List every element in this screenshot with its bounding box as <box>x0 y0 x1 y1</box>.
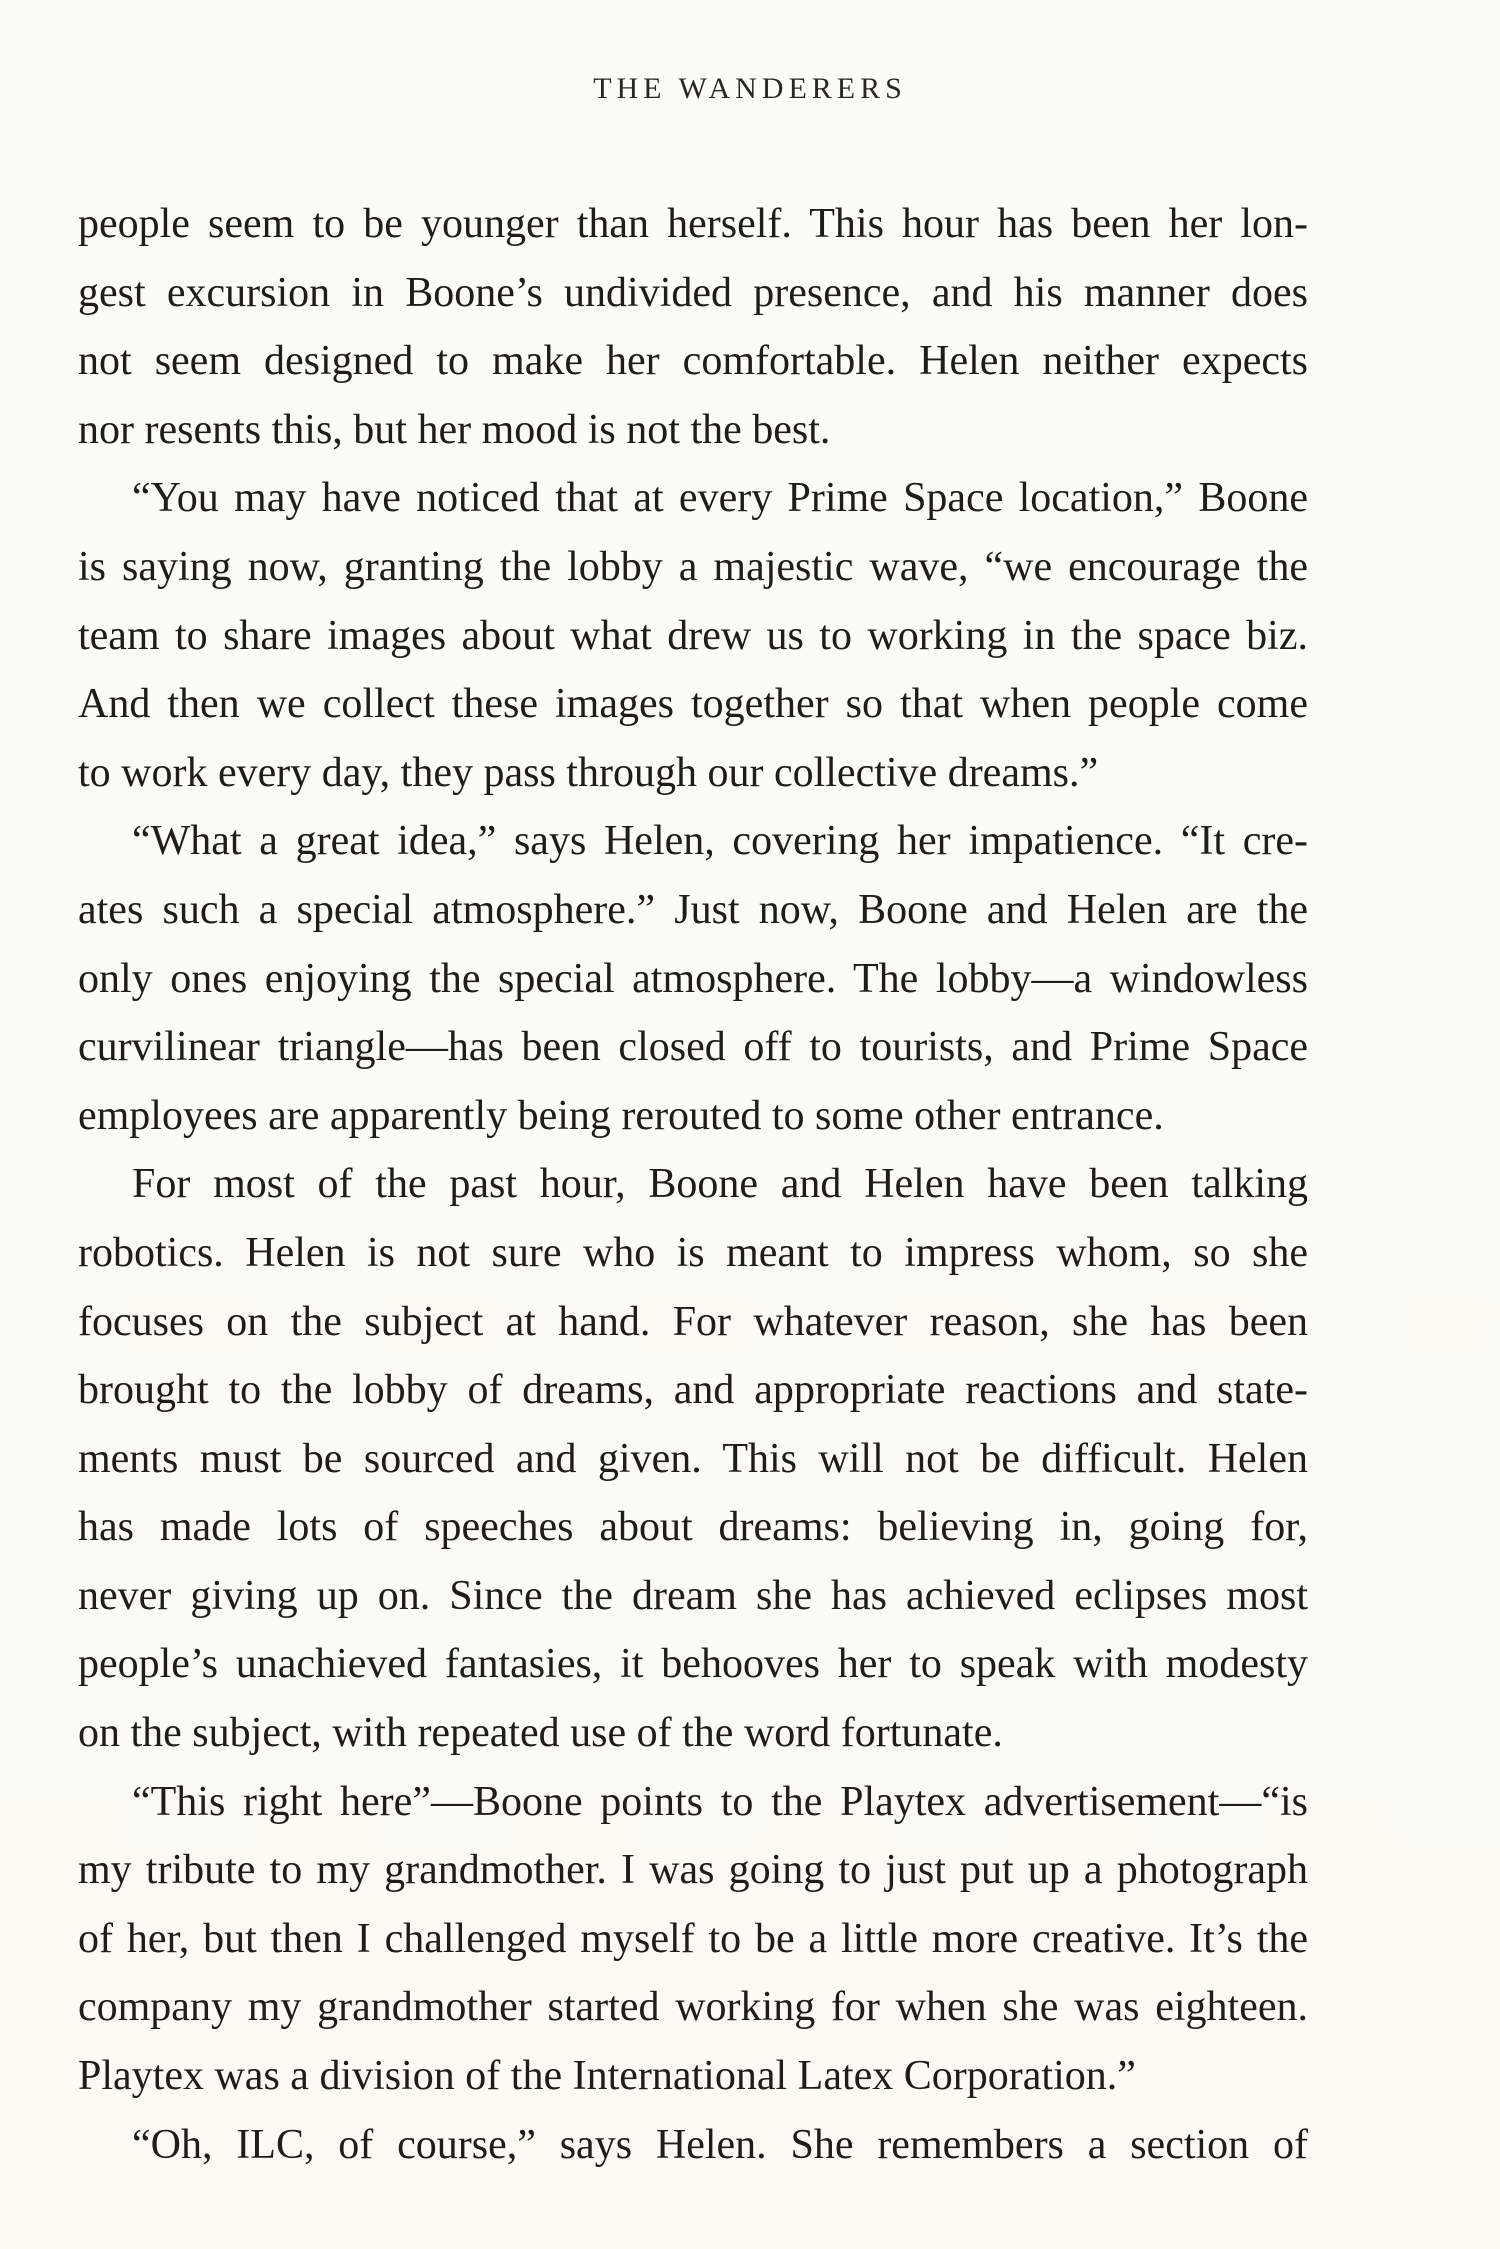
text-line: team to share images about what drew us to working in the space biz. <box>78 612 1308 659</box>
text-line: robotics. Helen is not sure who is meant to impress whom, so she <box>78 1229 1308 1276</box>
text-line: only ones enjoying the special atmosphere. The lobby—a windowless <box>78 955 1308 1002</box>
text-line: Playtex was a division of the International Latex Corporation.” <box>78 2053 1136 2100</box>
text-line: For most of the past hour, Boone and Helen have been talking <box>132 1161 1308 1208</box>
text-line: “You may have noticed that at every Prime Space location,” Boone <box>132 475 1308 522</box>
text-line: company my grandmother started working for when she was eighteen. <box>78 1984 1308 2031</box>
text-line: my tribute to my grandmother. I was going to just put up a photograph <box>78 1847 1308 1894</box>
running-head: THE WANDERERS <box>593 72 907 105</box>
text-line: ates such a special atmosphere.” Just now, Boone and Helen are the <box>78 886 1308 933</box>
text-line: employees are apparently being rerouted to some other entrance. <box>78 1092 1164 1139</box>
text-line: “This right here”—Boone points to the Playtex advertisement—“is <box>132 1778 1308 1825</box>
text-line: on the subject, with repeated use of the word fortunate. <box>78 1710 1003 1757</box>
text-line: is saying now, granting the lobby a majestic wave, “we encourage the <box>78 543 1308 590</box>
text-line: focuses on the subject at hand. For whatever reason, she has been <box>78 1298 1308 1345</box>
text-line: curvilinear triangle—has been closed off to tourists, and Prime Space <box>78 1024 1308 1071</box>
text-line: has made lots of speeches about dreams: believing in, going for, <box>78 1504 1308 1551</box>
text-line: people seem to be younger than herself. This hour has been her lon- <box>78 201 1308 247</box>
text-line: And then we collect these images together so that when people come <box>78 681 1308 728</box>
text-line: gest excursion in Boone’s undivided presence, and his manner does <box>78 269 1308 316</box>
text-line: to work every day, they pass through our collective dreams.” <box>78 749 1099 796</box>
text-line: ments must be sourced and given. This will not be difficult. Helen <box>78 1435 1308 1482</box>
text-line: “Oh, ILC, of course,” says Helen. She remembers a section of <box>132 2121 1308 2168</box>
text-line: nor resents this, but her mood is not the best. <box>78 406 831 453</box>
body-text <box>78 190 1308 2179</box>
text-line: never giving up on. Since the dream she has achieved eclipses most <box>78 1572 1308 1619</box>
text-line: “What a great idea,” says Helen, covering her impatience. “It cre- <box>132 818 1308 865</box>
text-line: of her, but then I challenged myself to be a little more creative. It’s the <box>78 1915 1308 1962</box>
text-line: brought to the lobby of dreams, and appropriate reactions and state- <box>78 1367 1308 1414</box>
text-line: not seem designed to make her comfortable. Helen neither expects <box>78 338 1308 385</box>
text-line: people’s unachieved fantasies, it behooves her to speak with modesty <box>78 1641 1308 1688</box>
